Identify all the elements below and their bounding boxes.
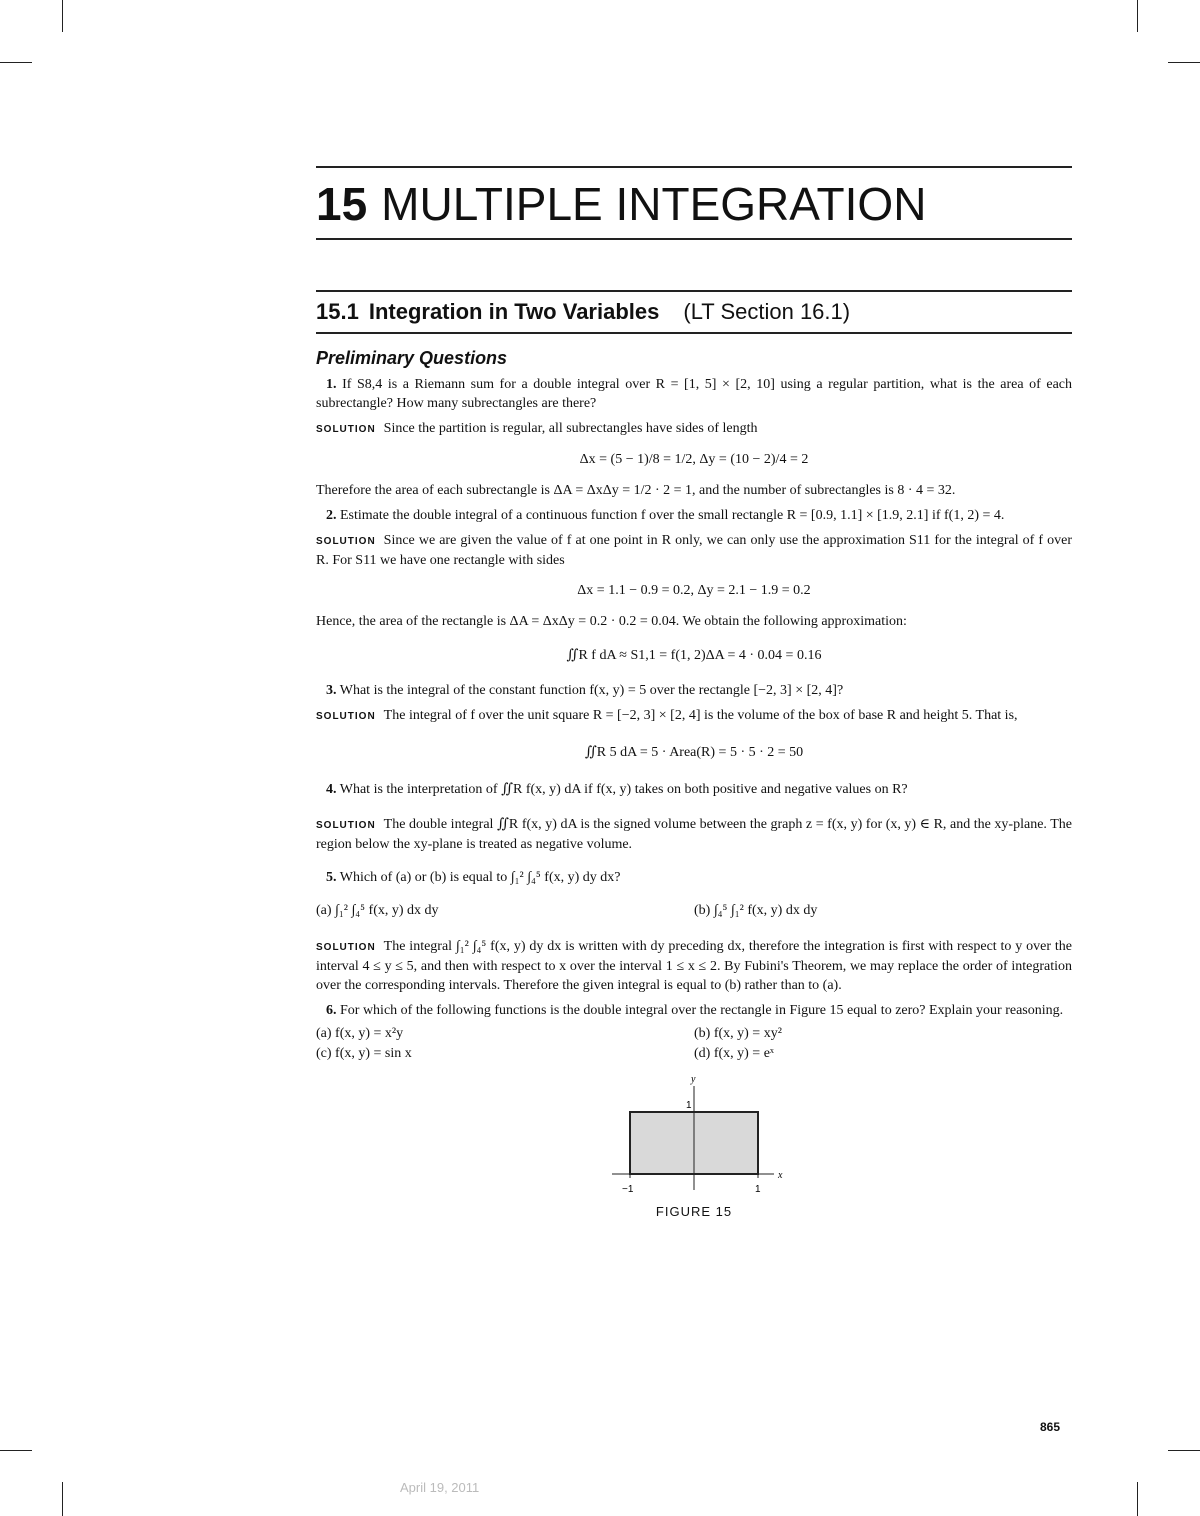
question-text: For which of the following functions is the double integral over the rectangle in Figure 15 equal to zero? Explain your reasoning. [340,1003,1064,1018]
figure-caption: FIGURE 15 [655,1204,733,1219]
page-body [316,166,1072,1219]
solution-text: Since the partition is regular, all subrectangles have sides of length [383,421,758,436]
question-number: 1. [326,377,337,392]
question-number: 3. [326,683,337,698]
crop-mark-top-left-v [62,0,63,32]
option-c: (c) f(x, y) = sin x [316,1046,412,1061]
question-3 [316,681,1072,700]
chapter-number: 15 [316,178,368,230]
crop-mark-top-right-h [1168,62,1200,63]
solution-label: SOLUTION [316,424,376,435]
solution-4 [316,815,1072,854]
question-1 [316,375,1072,413]
figure-rectangle-plot [594,1072,794,1202]
question-5 [316,868,1072,887]
question-text: Which of (a) or (b) is equal to ∫₁² ∫₄⁵ f(x, y) dy dx? [339,870,621,885]
display-equation: Δx = (5 − 1)/8 = 1/2, Δy = (10 − 2)/4 = 2 [579,452,809,467]
option-a: (a) f(x, y) = x²y [316,1026,404,1041]
section-rule-top [316,290,1072,292]
solution-text: The integral ∫₁² ∫₄⁵ f(x, y) dy dx is written with dy preceding dx, therefore the integration is first with respect to y over the interval 4 ≤ y ≤ 5, and then with respect to x over the interval 1 ≤ x ≤ 2. By Fubini's Theorem, we may replace the order of integration over the corresponding intervals. Therefore the given integral is equal to (b) rather than to (a). [316,939,1072,993]
question-number: 2. [326,508,337,523]
question-number: 5. [326,870,337,885]
solution-label: SOLUTION [316,820,376,831]
question-2 [316,506,1072,525]
x-tick-label-neg: −1 [622,1184,634,1195]
section-title: Integration in Two Variables [368,299,660,324]
option-b: (b) ∫₄⁵ ∫₁² f(x, y) dx dy [694,903,818,918]
section-heading [316,294,1072,330]
section-rule-bottom [316,332,1072,334]
crop-mark-bottom-left-v [62,1482,63,1516]
chapter-heading [316,174,1072,234]
solution-text: Since we are given the value of f at one point in R only, we can only use the approximation S11 for the integral of f over R. For S11 we have one rectangle with sides [316,533,1072,568]
figure-15 [594,1072,794,1219]
crop-mark-bottom-left-h [0,1450,32,1451]
question-text: What is the integral of the constant function f(x, y) = 5 over the rectangle [−2, 3] × [2, 4]? [339,683,844,698]
solution-continuation: Therefore the area of each subrectangle is ΔA = ΔxΔy = 1/2 · 2 = 1, and the number of subrectangles is 8 · 4 = 32. [316,483,956,498]
solution-1 [316,419,1072,439]
crop-mark-top-left-h [0,62,32,63]
question-6 [316,1001,1072,1020]
question-4 [316,780,1072,799]
crop-mark-bottom-right-h [1168,1450,1200,1451]
question-text: If S8,4 is a Riemann sum for a double integral over R = [1, 5] × [2, 10] using a regular partition, what is the area of each subrectangle? How many subrectangles are there? [316,377,1072,411]
page-number: 865 [1040,1420,1061,1434]
solution-label: SOLUTION [316,942,376,953]
solution-text: The integral of f over the unit square R = [−2, 3] × [2, 4] is the volume of the box of base R and height 5. That is, [383,708,1018,723]
chapter-rule-top [316,166,1072,168]
section-number: 15.1 [316,299,359,324]
y-axis-label: y [691,1074,696,1085]
chapter-rule-bottom [316,238,1072,240]
question-number: 4. [326,782,337,797]
option-a: (a) ∫₁² ∫₄⁵ f(x, y) dx dy [316,903,439,918]
x-axis-label: x [778,1170,783,1181]
solution-2 [316,531,1072,570]
y-tick-label: 1 [686,1100,692,1111]
question-text: What is the interpretation of ∬R f(x, y) dA if f(x, y) takes on both positive and negative values on R? [339,782,908,797]
display-equation: ∬R 5 dA = 5 · Area(R) = 5 · 5 · 2 = 50 [584,745,804,760]
section-ref: (LT Section 16.1) [683,299,851,324]
options-row [316,901,1072,921]
solution-label: SOLUTION [316,536,376,547]
solution-label: SOLUTION [316,711,376,722]
solution-continuation: Hence, the area of the rectangle is ΔA = ΔxΔy = 0.2 · 0.2 = 0.04. We obtain the following approximation: [316,614,907,629]
question-number: 6. [326,1003,337,1018]
options-row [316,1044,1072,1064]
display-equation: Δx = 1.1 − 0.9 = 0.2, Δy = 2.1 − 1.9 = 0.2 [577,583,811,598]
chapter-title: MULTIPLE INTEGRATION [381,178,927,230]
options-row [316,1024,1072,1044]
crop-mark-bottom-right-v [1137,1482,1138,1516]
solution-5 [316,937,1072,995]
solution-3 [316,706,1072,726]
display-equation: ∬R f dA ≈ S1,1 = f(1, 2)ΔA = 4 · 0.04 = 0.16 [566,648,822,663]
footer-date: April 19, 2011 [400,1480,480,1495]
question-text: Estimate the double integral of a continuous function f over the small rectangle R = [0.9, 1.1] × [1.9, 2.1] if f(1, 2) = 4. [340,508,1005,523]
option-b: (b) f(x, y) = xy² [694,1026,782,1041]
x-tick-label-pos: 1 [755,1184,761,1195]
crop-mark-top-right-v [1137,0,1138,32]
preliminary-heading: Preliminary Questions [316,348,508,368]
option-d: (d) f(x, y) = eˣ [694,1046,774,1061]
solution-text: The double integral ∬R f(x, y) dA is the signed volume between the graph z = f(x, y) for (x, y) ∈ R, and the xy-plane. The region below the xy-plane is treated as negative volume. [316,817,1072,852]
